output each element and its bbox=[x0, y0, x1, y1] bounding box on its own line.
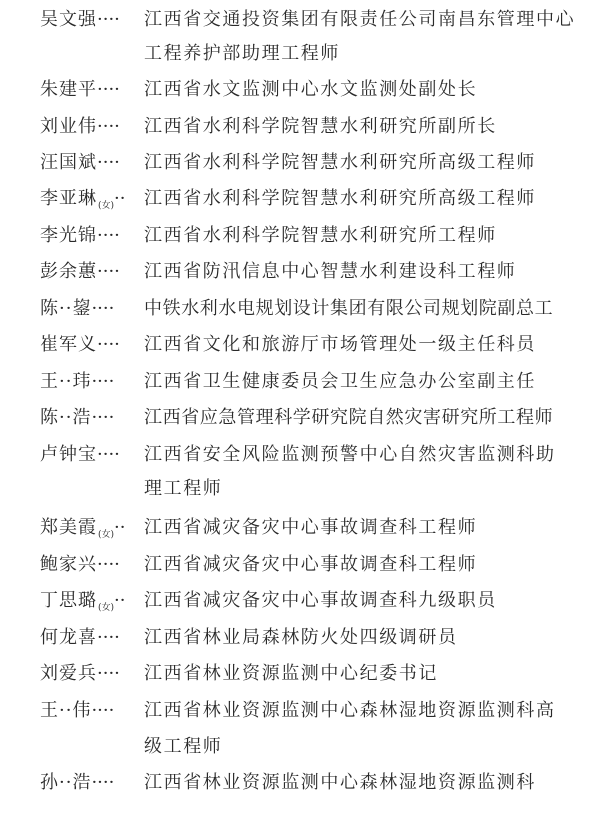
leader-dots: ···· bbox=[97, 554, 120, 575]
person-name: 王··伟 bbox=[40, 700, 92, 721]
person-title: 江西省减灾备灾中心事故调查科工程师 bbox=[144, 517, 478, 538]
leader-dots: ·· bbox=[114, 517, 126, 538]
person-title: 江西省水利科学院智慧水利研究所高级工程师 bbox=[144, 152, 536, 173]
person-title: 江西省水利科学院智慧水利研究所工程师 bbox=[144, 225, 497, 246]
person-title: 江西省林业资源监测中心纪委书记 bbox=[144, 663, 438, 684]
person-title: 江西省林业资源监测中心森林湿地资源监测科高级工程师 bbox=[144, 700, 556, 757]
leader-dots: ···· bbox=[91, 772, 115, 793]
leader-dots: ·· bbox=[114, 590, 126, 611]
person-title: 江西省水利科学院智慧水利研究所副所长 bbox=[144, 116, 497, 137]
person-name: 刘爱兵 bbox=[40, 663, 97, 684]
person-title: 江西省卫生健康委员会卫生应急办公室副主任 bbox=[144, 371, 536, 392]
female-marker: (女) bbox=[98, 603, 115, 613]
leader-dots: ···· bbox=[91, 371, 115, 392]
person-title: 江西省减灾备灾中心事故调查科九级职员 bbox=[144, 590, 497, 611]
person-title: 江西省林业资源监测中心森林湿地资源监测科 bbox=[144, 772, 536, 793]
leader-dots: ···· bbox=[91, 700, 115, 721]
person-name: 李光锦 bbox=[40, 225, 97, 246]
leader-dots: ···· bbox=[97, 444, 120, 465]
person-name: 丁思璐 bbox=[40, 590, 97, 611]
leader-dots: ···· bbox=[97, 225, 120, 246]
person-title: 江西省水文监测中心水文监测处副处长 bbox=[144, 79, 478, 100]
person-title: 中铁水利水电规划设计集团有限公司规划院副总工 bbox=[144, 298, 554, 319]
person-name: 何龙喜 bbox=[40, 627, 97, 648]
person-title: 江西省文化和旅游厅市场管理处一级主任科员 bbox=[144, 334, 536, 355]
person-name: 鲍家兴 bbox=[40, 554, 97, 575]
person-title: 江西省林业局森林防火处四级调研员 bbox=[144, 627, 458, 648]
person-title: 江西省水利科学院智慧水利研究所高级工程师 bbox=[144, 188, 536, 209]
person-title: 江西省交通投资集团有限责任公司南昌东管理中心工程养护部助理工程师 bbox=[144, 9, 576, 64]
person-name: 朱建平 bbox=[40, 79, 97, 100]
person-name: 陈··浩 bbox=[40, 407, 92, 428]
person-name: 汪国斌 bbox=[40, 152, 97, 173]
leader-dots: ···· bbox=[97, 9, 120, 30]
female-marker: (女) bbox=[98, 530, 115, 540]
person-title: 江西省安全风险监测预警中心自然灾害监测科助理工程师 bbox=[144, 444, 556, 499]
leader-dots: ···· bbox=[97, 627, 120, 648]
person-title: 江西省应急管理科学研究院自然灾害研究所工程师 bbox=[144, 407, 554, 428]
person-name: 李亚琳 bbox=[40, 188, 97, 209]
leader-dots: ···· bbox=[91, 407, 115, 428]
person-name: 彭余蕙 bbox=[40, 261, 97, 282]
leader-dots: ···· bbox=[97, 152, 120, 173]
person-title: 江西省减灾备灾中心事故调查科工程师 bbox=[144, 554, 478, 575]
leader-dots: ···· bbox=[97, 261, 120, 282]
person-name: 孙··浩 bbox=[40, 772, 92, 793]
person-name: 吴文强 bbox=[40, 9, 97, 30]
leader-dots: ···· bbox=[97, 663, 120, 684]
person-title: 江西省防汛信息中心智慧水利建设科工程师 bbox=[144, 261, 517, 282]
leader-dots: ···· bbox=[91, 298, 115, 319]
leader-dots: ···· bbox=[97, 334, 120, 355]
person-name: 卢钟宝 bbox=[40, 444, 97, 465]
leader-dots: ···· bbox=[97, 79, 120, 100]
person-name: 陈··鋆 bbox=[40, 298, 92, 319]
leader-dots: ·· bbox=[114, 188, 126, 209]
female-marker: (女) bbox=[98, 201, 115, 211]
person-name: 刘业伟 bbox=[40, 116, 97, 137]
person-name: 崔军义 bbox=[40, 334, 97, 355]
person-name: 王··玮 bbox=[40, 371, 92, 392]
leader-dots: ···· bbox=[97, 116, 120, 137]
person-name: 郑美霞 bbox=[40, 517, 97, 538]
